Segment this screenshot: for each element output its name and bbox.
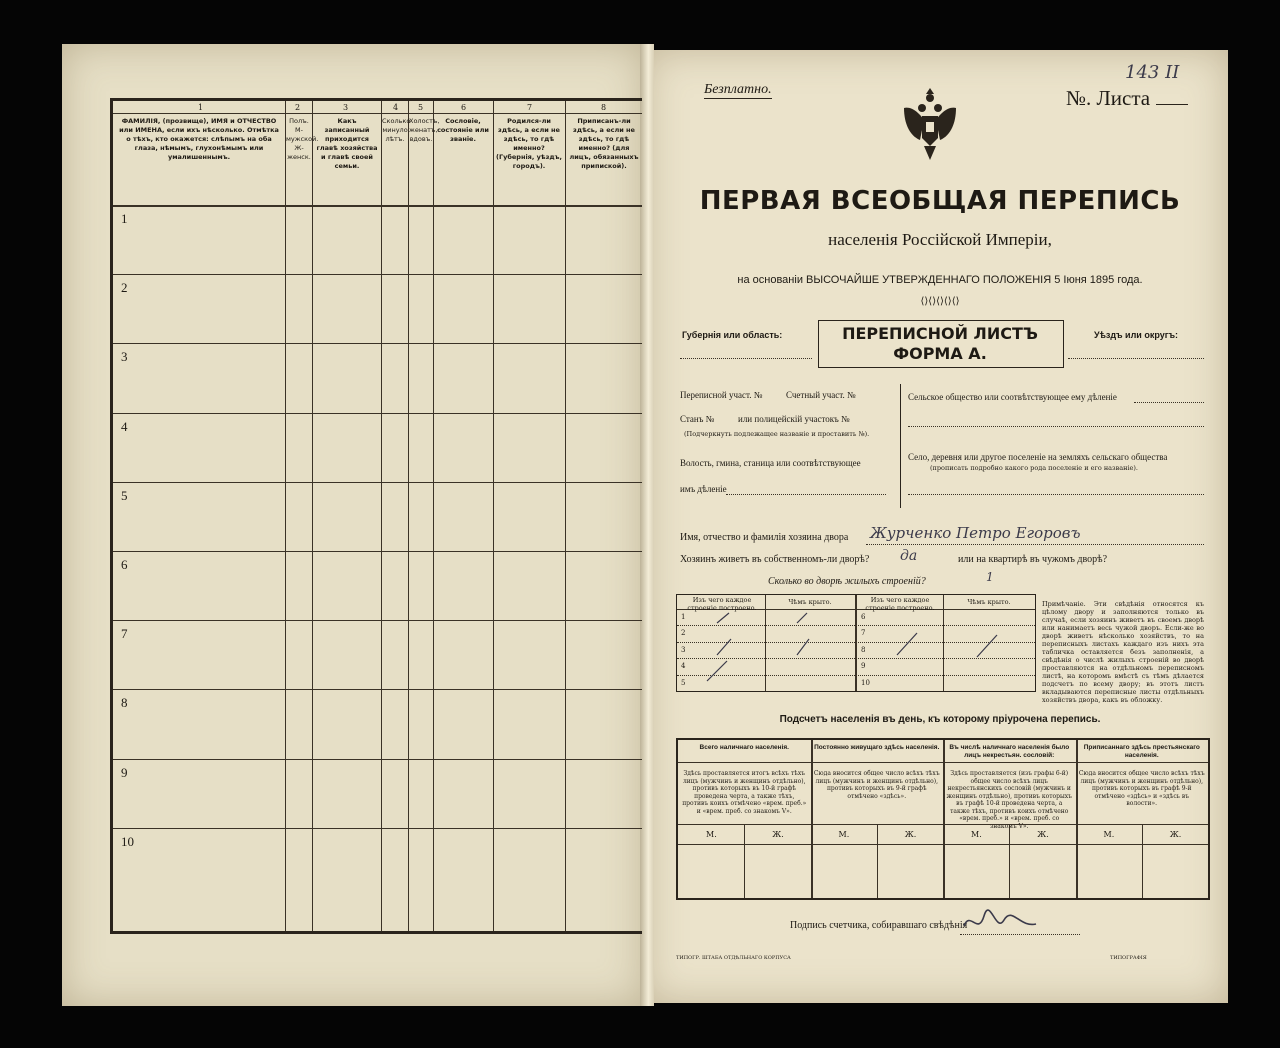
count-section-label: Счетный участ. № <box>786 390 856 400</box>
volost-label-2: имъ дѣленіе <box>680 484 727 494</box>
table-row[interactable] <box>143 483 283 550</box>
row-number: 2 <box>121 280 128 296</box>
tally-col-description: Здѣсь проставляется (изъ графы 6-й) общее число всѣхъ лицъ некрестьянскихъ сословій (мужчинъ и женщинъ отдѣльно), противъ которыхъ въ графѣ 10-й проведена черта, а также тѣхъ, противъ коихъ отмѣчено «врем. преб.» и «врем. преб. со знакомъ V». <box>946 770 1072 830</box>
page-title: ПЕРВАЯ ВСЕОБЩАЯ ПЕРЕПИСЬ <box>699 186 1181 216</box>
tally-female-cell[interactable] <box>878 844 942 892</box>
province-label: Губернія или область: <box>682 330 783 340</box>
row-number: 7 <box>121 626 128 642</box>
row-number: 10 <box>121 833 134 849</box>
police-label: или полицейскій участокъ № <box>738 414 850 424</box>
tally-male-cell[interactable] <box>944 844 1008 892</box>
bld-row-num: 1 <box>681 613 686 621</box>
col-header: ФАМИЛІЯ, (прозвище), ИМЯ и ОТЧЕСТВО или ИМЕНА, если ихъ нѣсколько. Отмѣтка о тѣхъ, кто окажется: слѣпымъ на оба глаза, нѣмымъ, глухонѣмымъ или умалишеннымъ. <box>119 117 279 161</box>
col-header: Приписанъ-ли здѣсь, а если не здѣсь, то гдѣ именно? (для лицъ, обязанныхъ припиской). <box>569 117 639 170</box>
col-num: 1 <box>198 103 204 112</box>
female-label: Ж. <box>1037 830 1049 839</box>
free-label: Безплатно. <box>704 82 772 97</box>
col-num: 8 <box>601 103 607 112</box>
table-row[interactable] <box>143 275 283 342</box>
printer-right: ТИПОГРАФІЯ <box>1110 955 1147 961</box>
tally-col-header: Приписаннаго здѣсь престьянскаго населенія. <box>1083 744 1200 759</box>
col-header: Сколько минуло лѣтъ. <box>382 117 411 143</box>
village-note: (прописать подробно какого рода поселеніе и его названіе). <box>930 464 1138 472</box>
village-label: Село, деревня или другое поселеніе на земляхъ сельскаго общества <box>908 452 1168 462</box>
bld-row-num: 10 <box>861 678 870 687</box>
form-subtitle: ФОРМА А. <box>893 344 987 363</box>
province-field[interactable] <box>680 358 812 359</box>
tally-male-cell[interactable] <box>679 844 743 892</box>
row-number: 6 <box>121 557 128 572</box>
row-number: 3 <box>121 349 128 365</box>
district-field[interactable] <box>1068 358 1204 359</box>
bld-row-num: 9 <box>861 662 866 671</box>
signature-field[interactable] <box>960 934 1080 935</box>
tally-female-cell[interactable] <box>1010 844 1074 892</box>
census-section-label: Переписной участ. № <box>680 390 763 400</box>
owner-label: Имя, отчество и фамилія хозяина двора <box>680 532 849 543</box>
owner-value: Журченко Петро Егоровъ <box>870 524 1081 542</box>
bld-row-num: 2 <box>681 629 686 638</box>
bld-col-roof: Чѣмъ крыто. <box>788 598 832 606</box>
village-field[interactable] <box>908 494 1204 495</box>
col-num: 5 <box>418 103 424 112</box>
male-label: М. <box>971 830 982 839</box>
bld-row-num: 5 <box>681 678 686 687</box>
col-header: Полъ. М-мужской. Ж-женск. <box>286 117 319 161</box>
note-text: Примѣчаніе. Эти свѣдѣнія относятся къ цѣлому двору и заполняются только въ случаѣ, если хозяинъ живетъ въ своемъ дворѣ или нанимаетъ весь чужой дворъ. Если-же во дворѣ живетъ нѣсколько хозяйствъ, то на переписныхъ листахъ каждаго изъ нихъ эта табличка оставляется безъ заполненія, а свѣдѣнія о числѣ жилыхъ строеній во дворѣ проставляются на отдѣльномъ переписномъ листѣ, на которомъ вмѣстѣ съ тѣмъ дѣлается подсчетъ по всему двору; въ этотъ листъ вкладываются переписные листы отдѣльныхъ хозяйствъ двора, какъ въ обложку. <box>1042 600 1204 704</box>
female-label: Ж. <box>904 830 917 839</box>
tally-male-cell[interactable] <box>812 844 876 892</box>
tally-female-cell[interactable] <box>745 844 809 892</box>
signature-label: Подпись счетчика, собиравшаго свѣдѣнія <box>790 920 968 931</box>
bld-row-num: 4 <box>681 662 686 671</box>
district-label: Уѣздъ или округъ: <box>1094 330 1179 340</box>
table-row[interactable] <box>143 829 283 896</box>
row-number: 1 <box>121 211 128 226</box>
row-number: 9 <box>121 764 128 780</box>
col-header: Какъ записанный приходится главѣ хозяйства и главѣ своей семьи. <box>316 117 378 170</box>
row-number: 8 <box>121 695 128 711</box>
row-number: 5 <box>121 487 128 503</box>
police-note: (Подчеркнуть подлежащее названіе и проставить №). <box>684 430 870 438</box>
col-header: Сословіе, состояніе или званіе. <box>437 117 489 143</box>
male-label: М. <box>1103 830 1115 839</box>
table-row[interactable] <box>143 414 283 481</box>
female-label: Ж. <box>1169 830 1182 839</box>
tally-col-description: Сюда вносится общее число всѣхъ тѣхъ лицъ (мужчинъ и женщинъ отдѣльно), противъ которыхъ въ графѣ 9-й отмѣчено «здѣсь» и «здѣсь въ волости». <box>1078 770 1205 807</box>
book-gutter <box>640 44 654 1006</box>
buildings-label: Сколько во дворѣ жилыхъ строеній? <box>768 576 926 587</box>
basis-text: на основаніи ВЫСОЧАЙШЕ УТВЕРЖДЕННАГО ПОЛОЖЕНІЯ 5 Іюня 1895 года. <box>737 274 1143 286</box>
table-row[interactable] <box>143 552 283 619</box>
table-row[interactable] <box>143 206 283 273</box>
bld-row-num: 8 <box>861 645 866 654</box>
subtitle: населенія Россійской Имперіи, <box>828 230 1052 249</box>
printer-left: ТИПОГР. ШТАБА ОТДѢЛЬНАГО КОРПУСА <box>676 955 791 961</box>
bld-row-num: 7 <box>861 629 866 638</box>
village-society-label: Сельское общество или соотвѣтствующее ему дѣленіе <box>908 392 1117 402</box>
bld-col-material: Изъ чего каждое строеніе построено. <box>687 596 757 612</box>
stan-label: Станъ № <box>680 414 715 424</box>
table-row[interactable] <box>143 690 283 757</box>
village-society-field[interactable] <box>1134 402 1204 403</box>
ornament-divider: ⟨⟩⟨⟩⟨⟩⟨⟩⟨⟩ <box>920 296 960 307</box>
tally-col-header: Постоянно живущаго здѣсь населенія. <box>814 744 940 751</box>
bld-col-material: Изъ чего каждое строеніе построено. <box>865 596 935 612</box>
col-num: 4 <box>393 103 399 112</box>
male-label: М. <box>706 830 717 839</box>
household-members-table <box>110 98 642 934</box>
bld-row-num: 3 <box>681 645 686 654</box>
col-num: 6 <box>461 103 467 112</box>
tally-col-description: Сюда вносится общее число всѣхъ тѣхъ лицъ (мужчинъ и женщинъ отдѣльно), противъ которыхъ въ 9-й графѣ отмѣчено «здѣсь». <box>813 770 940 800</box>
lives-own-value: да <box>900 548 918 564</box>
tally-col-description: Здѣсь проставляется итогъ всѣхъ тѣхъ лицъ (мужчинъ и женщинъ отдѣльно), противъ которыхъ въ 10-й графѣ проведена черта, а также тѣхъ, противъ коихъ отмѣчено «врем. преб.» и «врем. преб. со знакомъ V». <box>682 770 807 815</box>
form-title: ПЕРЕПИСНОЙ ЛИСТЪ <box>842 324 1038 343</box>
imperial-eagle-emblem-icon <box>898 84 962 166</box>
buildings-table <box>676 594 1036 692</box>
col-num: 2 <box>295 103 301 112</box>
col-num: 3 <box>343 103 349 112</box>
population-tally-table <box>676 738 1210 900</box>
lives-own-label: Хозяинъ живетъ въ собственномъ-ли дворѣ? <box>680 554 870 565</box>
col-header: Холостъ, женатъ, вдовъ. <box>409 117 440 143</box>
row-number: 4 <box>121 418 128 434</box>
handwritten-dash-marks <box>677 595 1035 691</box>
tally-female-cell[interactable] <box>1143 844 1207 892</box>
tally-male-cell[interactable] <box>1077 844 1141 892</box>
table-row[interactable] <box>143 621 283 688</box>
bld-col-roof: Чѣмъ крыто. <box>967 598 1011 606</box>
bld-row-num: 6 <box>861 613 866 621</box>
tally-col-header: Всего наличнаго населенія. <box>699 744 789 751</box>
buildings-value: 1 <box>986 570 994 584</box>
lives-rent-label: или на квартирѣ въ чужомъ дворѣ? <box>958 554 1108 565</box>
handwritten-sheet-number: 143 II <box>1125 62 1180 83</box>
tally-col-header: Въ числѣ наличнаго населенія было лицъ некрестьян. сословій: <box>949 744 1070 759</box>
volost-field[interactable] <box>726 494 886 495</box>
table-row[interactable] <box>143 344 283 411</box>
owner-field[interactable] <box>866 544 1204 545</box>
sheet-number-label: №. Листа <box>1066 86 1151 110</box>
col-header: Родился-ли здѣсь, а если не здѣсь, то гдѣ именно? (Губернія, уѣздъ, городъ). <box>496 117 562 170</box>
table-row[interactable] <box>143 760 283 827</box>
tally-title: Подсчетъ населенія въ день, къ которому пріурочена перепись. <box>779 714 1101 725</box>
male-label: М. <box>838 830 850 839</box>
female-label: Ж. <box>772 830 784 839</box>
col-num: 7 <box>527 103 533 112</box>
volost-label: Волость, гмина, станица или соотвѣтствующее <box>680 458 861 468</box>
